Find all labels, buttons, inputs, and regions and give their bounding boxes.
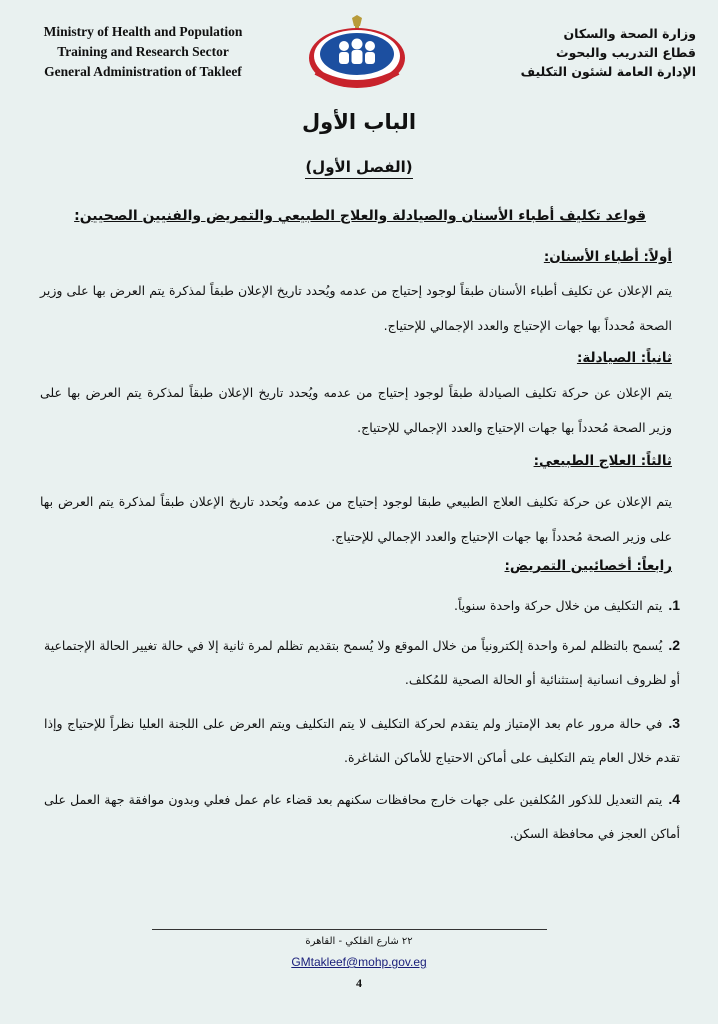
section-heading-dentists: أولاً: أطباء الأسنان: bbox=[543, 249, 672, 265]
list-text: يتم التعديل للذكور المُكلفين على جهات خارج محافظات سكنهم بعد قضاء عام عمل فعلي وبدون موافقة جهة العمل على أماكن العجز في محافظة السكن. bbox=[44, 792, 680, 841]
list-item bbox=[44, 706, 680, 775]
rules-heading: قواعد تكليف أطباء الأسنان والصيادلة والعلاج الطبيعي والتمريض والفنيين الصحيين: bbox=[74, 208, 646, 224]
section-subtitle bbox=[0, 158, 718, 176]
list-text: يتم التكليف من خلال حركة واحدة سنوياً. bbox=[454, 598, 663, 613]
list-text: يُسمح بالتظلم لمرة واحدة إلكترونياً من خلال الموقع ولا يُسمح بتقديم تظلم لمرة ثانية إلا في حالة تغيير الحالة الإجتماعية أو لظروف انسانية إستثنائية أو الحالة الصحية للمُكلف. bbox=[44, 638, 680, 687]
eagle-emblem bbox=[352, 15, 362, 29]
list-number: 1. bbox=[668, 597, 680, 613]
administration-name-en: General Administration of Takleef bbox=[44, 64, 242, 79]
administration-name-ar: الإدارة العامة لشئون التكليف bbox=[520, 64, 696, 79]
section-heading-physiotherapy: ثالثاً: العلاج الطبيعي: bbox=[533, 453, 672, 469]
sector-name-ar: قطاع التدريب والبحوث bbox=[556, 45, 696, 60]
footer-address: ٢٢ شارع الفلكي - القاهرة bbox=[305, 936, 413, 947]
header-english bbox=[18, 22, 268, 82]
list-item bbox=[44, 628, 680, 697]
paragraph-dentists: يتم الإعلان عن تكليف أطباء الأسنان طبقاً لوجود إحتياج من عدمه ويُحدد تاريخ الإعلان طبقاً لمذكرة يتم العرض بها على وزير الصحة مُحدداً بها جهات الإحتياج والعدد الإجمالي للإحتياج. bbox=[40, 283, 672, 333]
list-item bbox=[44, 782, 680, 851]
list-item bbox=[44, 588, 680, 623]
section-heading-nursing: رابعاً: أخصائيين التمريض: bbox=[504, 558, 672, 574]
list-text: في حالة مرور عام بعد الإمتياز ولم يتقدم لحركة التكليف لا يتم التكليف ويتم العرض على اللجنة العليا نظراً للإحتياج وإذا تقدم خلال العام يتم التكليف على أماكن الاحتياج للأماكن الشاغرة. bbox=[44, 716, 680, 765]
list-number: 2. bbox=[668, 637, 680, 653]
list-number: 4. bbox=[668, 791, 680, 807]
page-number: 4 bbox=[356, 976, 362, 990]
footer-divider bbox=[152, 929, 547, 930]
list-number: 3. bbox=[668, 715, 680, 731]
sector-name-en: Training and Research Sector bbox=[57, 44, 229, 59]
section-heading-pharmacists: ثانياً: الصيادلة: bbox=[576, 350, 672, 366]
ministry-logo bbox=[302, 14, 412, 92]
header-arabic bbox=[466, 24, 696, 81]
paragraph-physiotherapy: يتم الإعلان عن حركة تكليف العلاج الطبيعي طبقا لوجود إحتياج من عدمه ويُحدد تاريخ الإعلان طبقاً لمذكرة يتم العرض بها على وزير الصحة مُحدداً بها جهات الإحتياج والعدد الإجمالي للإحتياج. bbox=[40, 494, 672, 544]
section-subtitle-text: (الفصل الأول) bbox=[305, 158, 412, 179]
paragraph-pharmacists: يتم الإعلان عن حركة تكليف الصيادلة طبقاً لوجود إحتياج من عدمه ويُحدد تاريخ الإعلان طبقاً لمذكرة يتم العرض بها على وزير الصحة مُحدداً بها جهات الإحتياج والعدد الإجمالي للإحتياج. bbox=[40, 385, 672, 435]
footer-email-link[interactable]: GMtakleef@mohp.gov.eg bbox=[291, 955, 427, 969]
ministry-name-ar: وزارة الصحة والسكان bbox=[563, 26, 696, 41]
chapter-title: الباب الأول bbox=[301, 110, 417, 134]
ministry-name-en: Ministry of Health and Population bbox=[43, 24, 243, 39]
